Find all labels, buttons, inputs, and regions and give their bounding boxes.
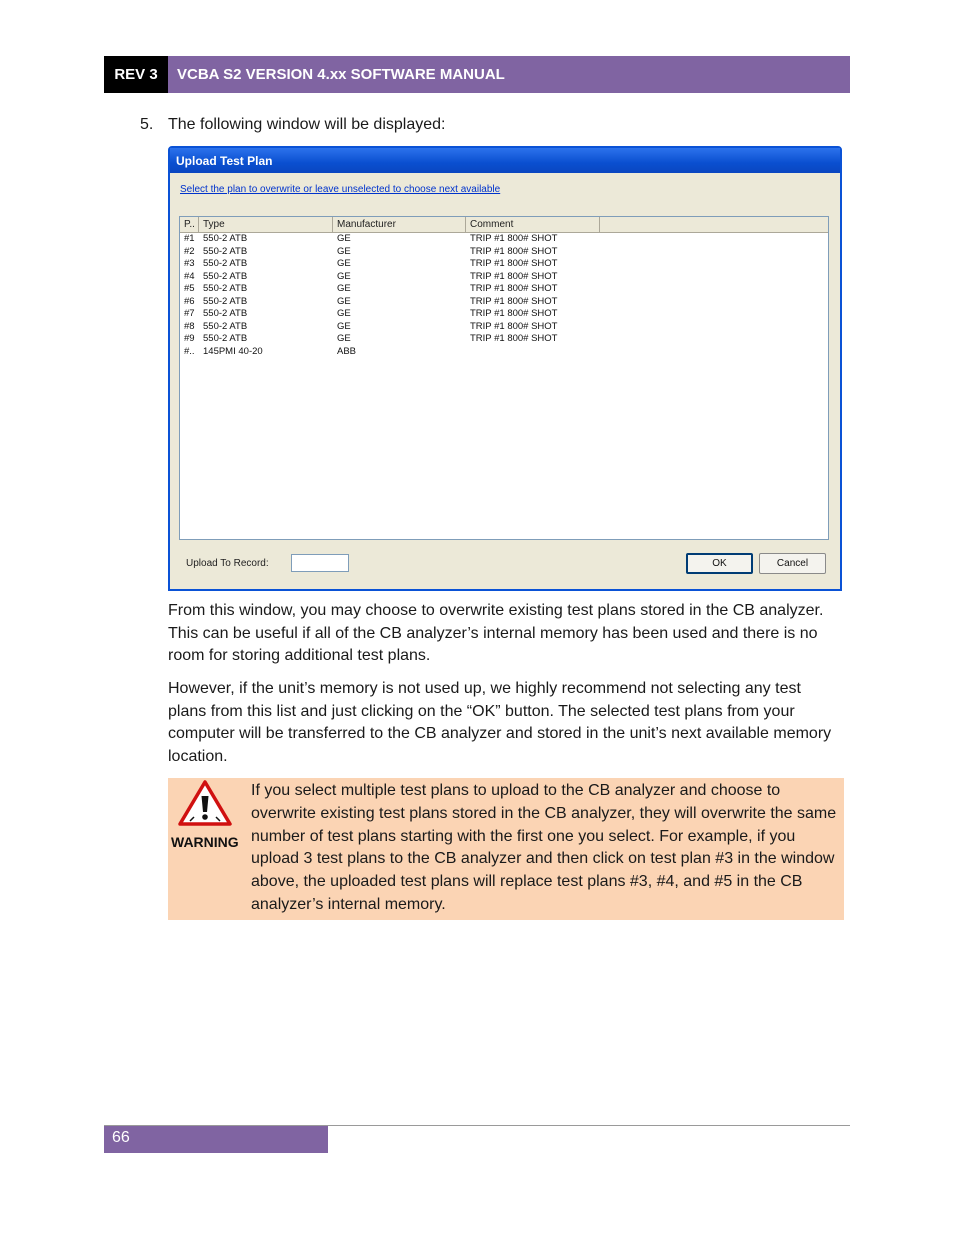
table-row[interactable]: [180, 296, 828, 309]
cell-plan: #7: [184, 308, 195, 319]
cell-comment: [466, 346, 600, 359]
cell-manufacturer: GE: [337, 283, 351, 294]
cell-manufacturer: ABB: [337, 345, 357, 357]
cell-plan: #6: [184, 295, 195, 307]
table-row[interactable]: [180, 283, 828, 296]
dialog-instruction: Select the plan to overwrite or leave unselected to choose next available: [180, 184, 501, 195]
cell-type: 550-2 ATB: [203, 308, 248, 319]
test-plan-list[interactable]: [179, 216, 829, 540]
cell-manufacturer: GE: [337, 233, 351, 244]
upload-to-record-label: Upload To Record:: [186, 558, 269, 569]
warning-label: WARNING: [171, 834, 239, 850]
list-rows: [180, 233, 828, 358]
cell-comment: TRIP #1 800# SHOT: [470, 270, 558, 282]
cell-type: 550-2 ATB: [203, 295, 248, 307]
cell-type: 550-2 ATB: [203, 283, 248, 294]
cell-manufacturer: GE: [337, 258, 351, 269]
warning-text: If you select multiple test plans to upload to the CB analyzer and choose to overwrite existing test plans stored in the CB analyzer, they will overwrite the same number of test plans starting with the first one you select. For example, if you upload 3 test plans to the CB analyzer and then click on test plan #3 in the window above, the uploaded test plans will replace test plans #3, #4, and #5 in the CB analyzer’s internal memory.: [251, 782, 837, 913]
warning-box: [168, 778, 844, 920]
cell-plan: #3: [184, 258, 195, 269]
step-5: [140, 116, 445, 134]
cell-type: 145PMI 40-20: [203, 345, 263, 357]
cell-comment: TRIP #1 800# SHOT: [470, 308, 558, 319]
cell-plan: #9: [184, 333, 195, 344]
cell-plan: #8: [184, 320, 195, 332]
cell-comment: TRIP #1 800# SHOT: [470, 333, 558, 344]
cell-comment: TRIP #1 800# SHOT: [470, 233, 558, 244]
cell-comment: TRIP #1 800# SHOT: [470, 245, 558, 257]
column-header-p[interactable]: P..: [180, 217, 199, 232]
cancel-button[interactable]: Cancel: [759, 553, 826, 574]
table-row[interactable]: [180, 233, 828, 246]
cell-plan: #4: [184, 270, 195, 282]
cell-type: 550-2 ATB: [203, 258, 248, 269]
column-header-comment[interactable]: Comment: [466, 217, 600, 232]
step-number: 5.: [140, 116, 154, 133]
cell-plan: #1: [184, 233, 195, 244]
cell-type: 550-2 ATB: [203, 233, 248, 244]
table-row[interactable]: [180, 308, 828, 321]
cell-type: 550-2 ATB: [203, 320, 248, 332]
cell-comment: TRIP #1 800# SHOT: [470, 295, 558, 307]
table-row[interactable]: [180, 258, 828, 271]
footer-page-number: 66: [104, 1126, 328, 1153]
cell-type: 550-2 ATB: [203, 245, 248, 257]
table-row[interactable]: [180, 321, 828, 334]
paragraph-overwrite: From this window, you may choose to overwrite existing test plans stored in the CB analyzer. This can be useful if all of the CB analyzer’s internal memory has been used and there is no room for storing additional test plans.: [168, 602, 824, 665]
header-rev: REV 3: [104, 56, 168, 93]
cell-manufacturer: GE: [337, 320, 351, 332]
cell-type: 550-2 ATB: [203, 270, 248, 282]
cell-manufacturer: GE: [337, 295, 351, 307]
paragraph-recommend: However, if the unit’s memory is not used up, we highly recommend not selecting any test plans from this list and just clicking on the “OK” button. The selected test plans from your computer will be transferred to the CB analyzer and stored in the unit’s next available memory location.: [168, 680, 832, 766]
dialog-titlebar[interactable]: [170, 148, 840, 173]
table-row[interactable]: [180, 346, 828, 359]
upload-to-record-input[interactable]: [291, 554, 349, 572]
cell-manufacturer: GE: [337, 308, 351, 319]
warning-triangle-icon: [178, 780, 232, 826]
list-header: [180, 217, 828, 233]
cell-manufacturer: GE: [337, 333, 351, 344]
cell-manufacturer: GE: [337, 245, 351, 257]
ok-button[interactable]: OK: [686, 553, 753, 574]
dialog-title: Upload Test Plan: [176, 153, 273, 168]
cell-manufacturer: GE: [337, 270, 351, 282]
upload-test-plan-dialog: [168, 146, 842, 591]
column-header-type[interactable]: Type: [199, 217, 333, 232]
cell-plan: #..: [184, 345, 195, 357]
cell-comment: TRIP #1 800# SHOT: [470, 283, 558, 294]
table-row[interactable]: [180, 271, 828, 284]
table-row[interactable]: [180, 333, 828, 346]
column-header-manufacturer[interactable]: Manufacturer: [333, 217, 466, 232]
header-title: VCBA S2 VERSION 4.xx SOFTWARE MANUAL: [168, 56, 850, 93]
step-text: The following window will be displayed:: [168, 116, 446, 133]
table-row[interactable]: [180, 246, 828, 259]
cell-comment: TRIP #1 800# SHOT: [470, 258, 558, 269]
cell-plan: #2: [184, 245, 195, 257]
cell-plan: #5: [184, 283, 195, 294]
cell-comment: TRIP #1 800# SHOT: [470, 320, 558, 332]
cell-type: 550-2 ATB: [203, 333, 248, 344]
